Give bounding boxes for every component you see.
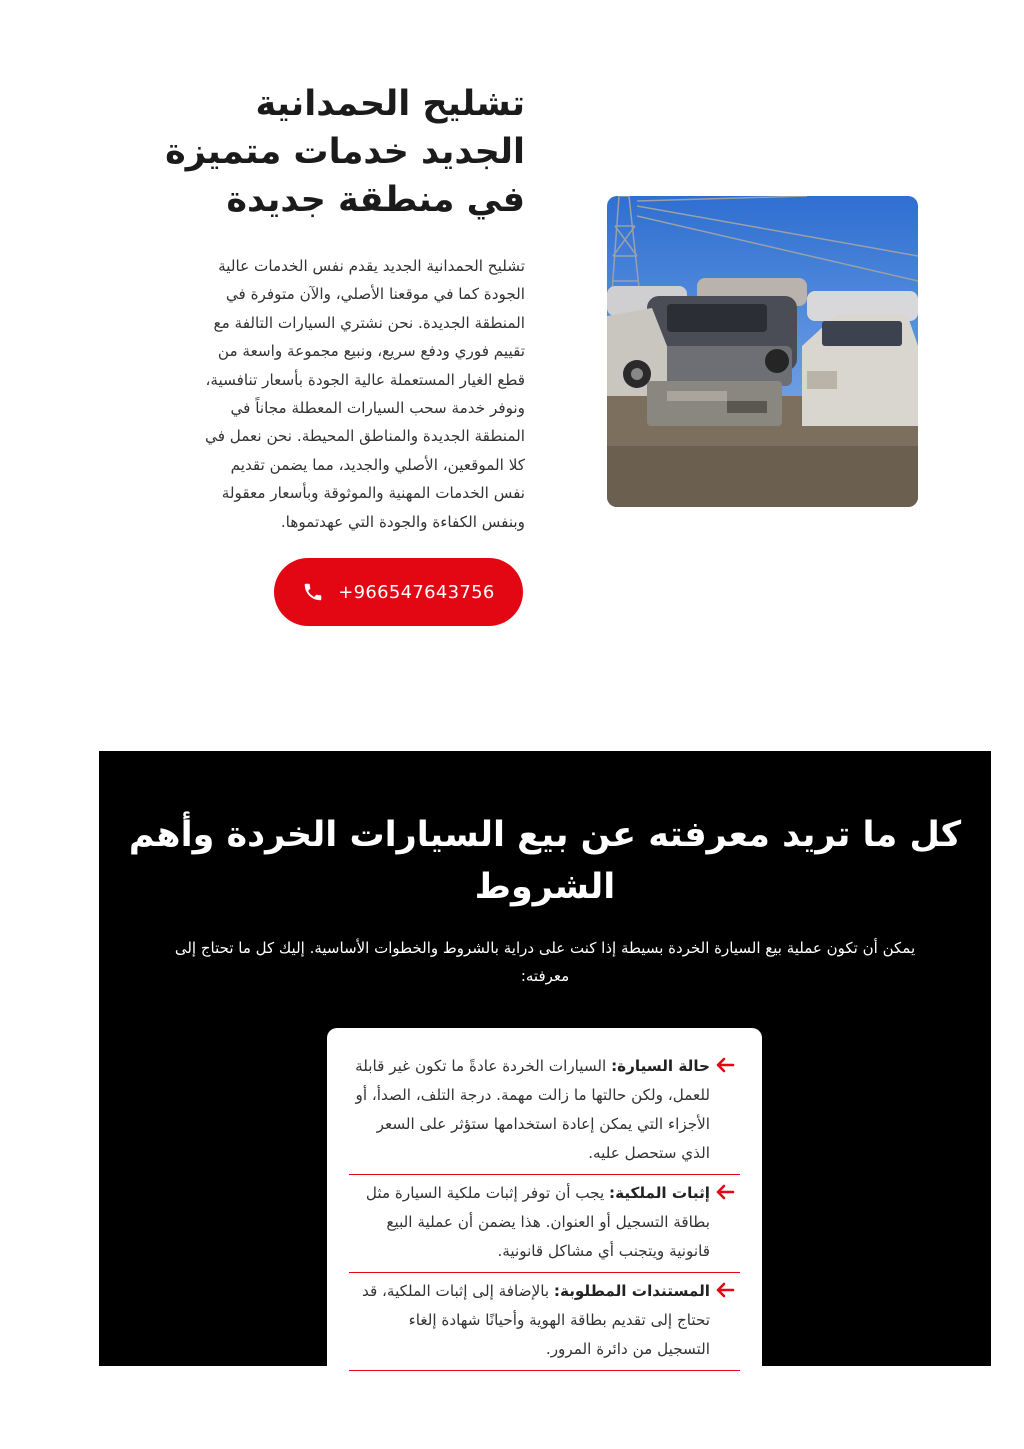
condition-text bbox=[349, 1179, 710, 1266]
condition-description: يجب أن توفر إثبات ملكية السيارة مثل بطاقة التسجيل أو العنوان. هذا يضمن أن عملية البيع قانونية ويتجنب أي مشاكل قانونية. bbox=[365, 1184, 710, 1260]
hero-body-line: كلا الموقعين، الأصلي والجديد، مما يضمن تقديم bbox=[230, 455, 525, 474]
hero-body-line: ونوفر خدمة سحب السيارات المعطلة مجاناً في bbox=[230, 399, 525, 418]
arrow-left-icon bbox=[710, 1179, 740, 1200]
condition-item bbox=[349, 1048, 740, 1175]
hero-title-line: في منطقة جديدة bbox=[226, 180, 525, 220]
condition-description: بالإضافة إلى إثبات الملكية، قد تحتاج إلى تقديم بطاقة الهوية وأحيانًا شهادة إلغاء التسجيل من دائرة المرور. bbox=[361, 1282, 710, 1358]
arrow-left-icon bbox=[710, 1277, 740, 1298]
condition-item bbox=[349, 1273, 740, 1371]
hero-body-line: نفس الخدمات المهنية والموثوقة وبأسعار معقولة bbox=[221, 484, 525, 503]
hero-body-line: المنطقة الجديدة والمناطق المحيطة. نحن نعمل في bbox=[205, 427, 525, 446]
call-phone-button[interactable] bbox=[274, 558, 523, 626]
section-intro-line: يمكن أن تكون عملية بيع السيارة الخردة بسيطة إذا كنت على دراية بالشروط والخطوات الأساسية. إليك كل ما تحتاج إلى bbox=[174, 939, 916, 957]
hero-body-line: الجودة كما في موقعنا الأصلي، والآن متوفرة في bbox=[225, 285, 525, 304]
condition-label: حالة السيارة: bbox=[611, 1057, 710, 1075]
section-title-line: الشروط bbox=[474, 867, 616, 907]
hero-title-line: الجديد خدمات متميزة bbox=[165, 132, 525, 172]
condition-text bbox=[349, 1052, 710, 1168]
hero-description bbox=[140, 252, 525, 536]
phone-icon bbox=[302, 581, 324, 603]
hero-body-line: قطع الغيار المستعملة عالية الجودة بأسعار تنافسية، bbox=[205, 370, 525, 389]
hero-section bbox=[0, 0, 1024, 700]
hero-title bbox=[140, 80, 525, 224]
phone-number: +966547643756 bbox=[338, 581, 495, 603]
arrow-left-icon bbox=[710, 1052, 740, 1073]
section-intro-line: معرفته: bbox=[520, 967, 570, 985]
hero-body-line: تشليح الحمدانية الجديد يقدم نفس الخدمات عالية bbox=[218, 257, 525, 275]
condition-text bbox=[349, 1277, 710, 1364]
section-intro bbox=[99, 934, 991, 990]
condition-item bbox=[349, 1175, 740, 1273]
condition-label: المستندات المطلوبة: bbox=[553, 1282, 710, 1300]
condition-description: السيارات الخردة عادةً ما تكون غير قابلة للعمل، ولكن حالتها ما زالت مهمة. درجة التلف، الصدأ، أو الأجزاء التي يمكن إعادة استخدامها ستؤثر على السعر الذي ستحصل عليه. bbox=[355, 1057, 710, 1162]
conditions-card bbox=[327, 1028, 762, 1366]
condition-label: إثبات الملكية: bbox=[609, 1184, 710, 1202]
hero-text-block bbox=[140, 80, 525, 536]
scrap-info-section bbox=[99, 751, 991, 1366]
hero-body-line: المنطقة الجديدة. نحن نشتري السيارات التالفة مع bbox=[213, 313, 525, 332]
section-title-line: كل ما تريد معرفته عن بيع السيارات الخردة وأهم bbox=[128, 815, 962, 855]
section-title bbox=[99, 809, 991, 913]
scrap-cars-photo bbox=[607, 196, 918, 507]
hero-title-line: تشليح الحمدانية bbox=[255, 84, 525, 124]
hero-body-line: وبنفس الكفاءة والجودة التي عهدتموها. bbox=[280, 512, 525, 531]
hero-body-line: تقييم فوري ودفع سريع، ونبيع مجموعة واسعة من bbox=[217, 342, 525, 361]
